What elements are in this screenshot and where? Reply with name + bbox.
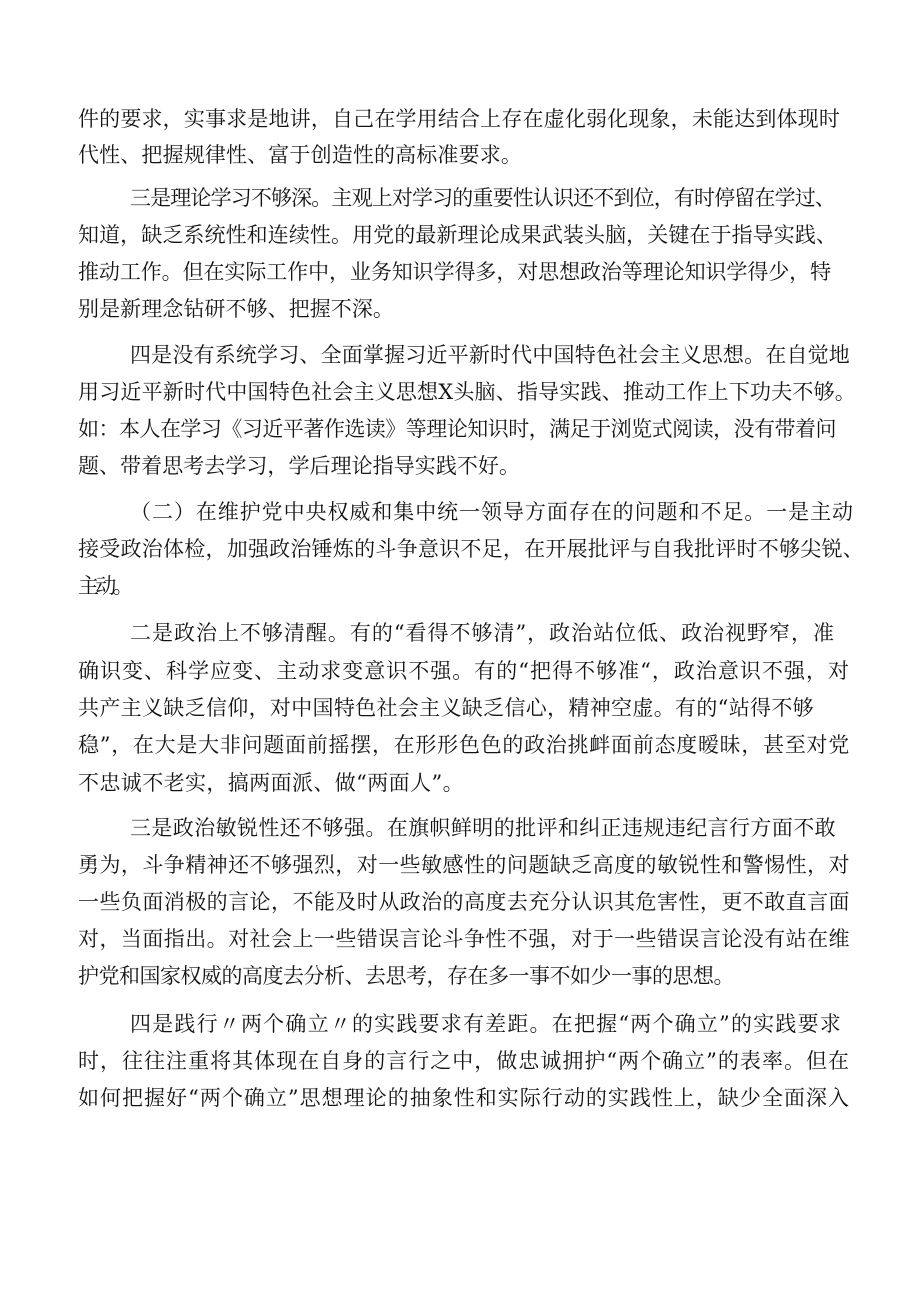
paragraph-line: 件的要求，实事求是地讲，自己在学用结合上存在虚化弱化现象，未能达到体现时 <box>78 107 841 131</box>
paragraph-line: 对，当面指出。对社会上一些错误言论斗争性不强，对于一些错误言论没有站在维 <box>78 927 850 951</box>
paragraph-line: 如：本人在学习《习近平著作选读》等理论知识时，满足于浏览式阅读，没有带着问 <box>78 417 836 441</box>
paragraph-line: 稳”，在大是大非问题面前摇摆，在形形色色的政治挑衅面前态度暧昧，甚至对党 <box>78 733 851 757</box>
paragraph-line: 四是没有系统学习、全面掌握习近平新时代中国特色社会主义思想。在自觉地 <box>130 343 850 367</box>
paragraph-line: 如何把握好“两个确立”思想理论的抽象性和实际行动的实践性上，缺少全面深入 <box>78 1086 851 1110</box>
paragraph-line: 用习近平新时代中国特色社会主义思想X头脑、指导实践、推动工作上下功夫不够。 <box>78 380 856 404</box>
paragraph-line: 接受政治体检，加强政治锤炼的斗争意识不足，在开展批评与自我批评时不够尖锐、 <box>78 537 864 561</box>
paragraph-line: 四是践行〃两个确立〃的实践要求有差距。在把握“两个确立”的实践要求 <box>130 1012 842 1036</box>
paragraph-line: 护党和国家权威的高度去分析、去思考，存在多一事不如少一事的思想。 <box>78 964 734 988</box>
paragraph-line: 别是新理念钻研不够、把握不深。 <box>78 297 395 321</box>
paragraph-line: 不忠诚不老实，搞两面派、做“两面人”。 <box>78 771 464 795</box>
paragraph-line: 主动。 <box>78 574 130 598</box>
paragraph-line: 代性、把握规律性、富于创造性的高标准要求。 <box>78 143 523 167</box>
paragraph-line: 时，往往注重将其体现在自身的言行之中，做忠诚拥护“两个确立”的表率。但在 <box>78 1049 851 1073</box>
paragraph-line: 确识变、科学应变、主动求变意识不强。有的“把得不够准“，政治意识不强，对 <box>78 659 851 683</box>
section-heading-line: （二）在维护党中央权威和集中统一领导方面存在的问题和不足。一是主动 <box>130 500 854 524</box>
paragraph-line: 共产主义缺乏信仰，对中国特色社会主义缺乏信心，精神空虚。有的“站得不够 <box>78 696 815 720</box>
paragraph-line: 知道，缺乏系统性和连续性。用党的最新理论成果武装头脑，关键在于指导实践、 <box>78 223 837 247</box>
paragraph-line: 三是理论学习不够深。主观上对学习的重要性认识还不到位，有时停留在学过、 <box>130 186 836 210</box>
paragraph-line: 勇为，斗争精神还不够强烈，对一些敏感性的问题缺乏高度的敏锐性和警惕性，对 <box>78 853 850 877</box>
paragraph-line: 三是政治敏锐性还不够强。在旗帜鲜明的批评和纠正违规违纪言行方面不敢 <box>130 816 836 840</box>
paragraph-line: 一些负面消极的言论，不能及时从政治的高度去充分认识其危害性，更不敢直言面 <box>78 890 850 914</box>
paragraph-line: 题、带着思考去学习，学后理论指导实践不好。 <box>78 454 521 478</box>
paragraph-line: 二是政治上不够清醒。有的“看得不够清”，政治站位低、政治视野窄，准 <box>130 621 835 645</box>
paragraph-line: 推动工作。但在实际工作中，业务知识学得多，对思想政治等理论知识学得少，特 <box>78 260 832 284</box>
